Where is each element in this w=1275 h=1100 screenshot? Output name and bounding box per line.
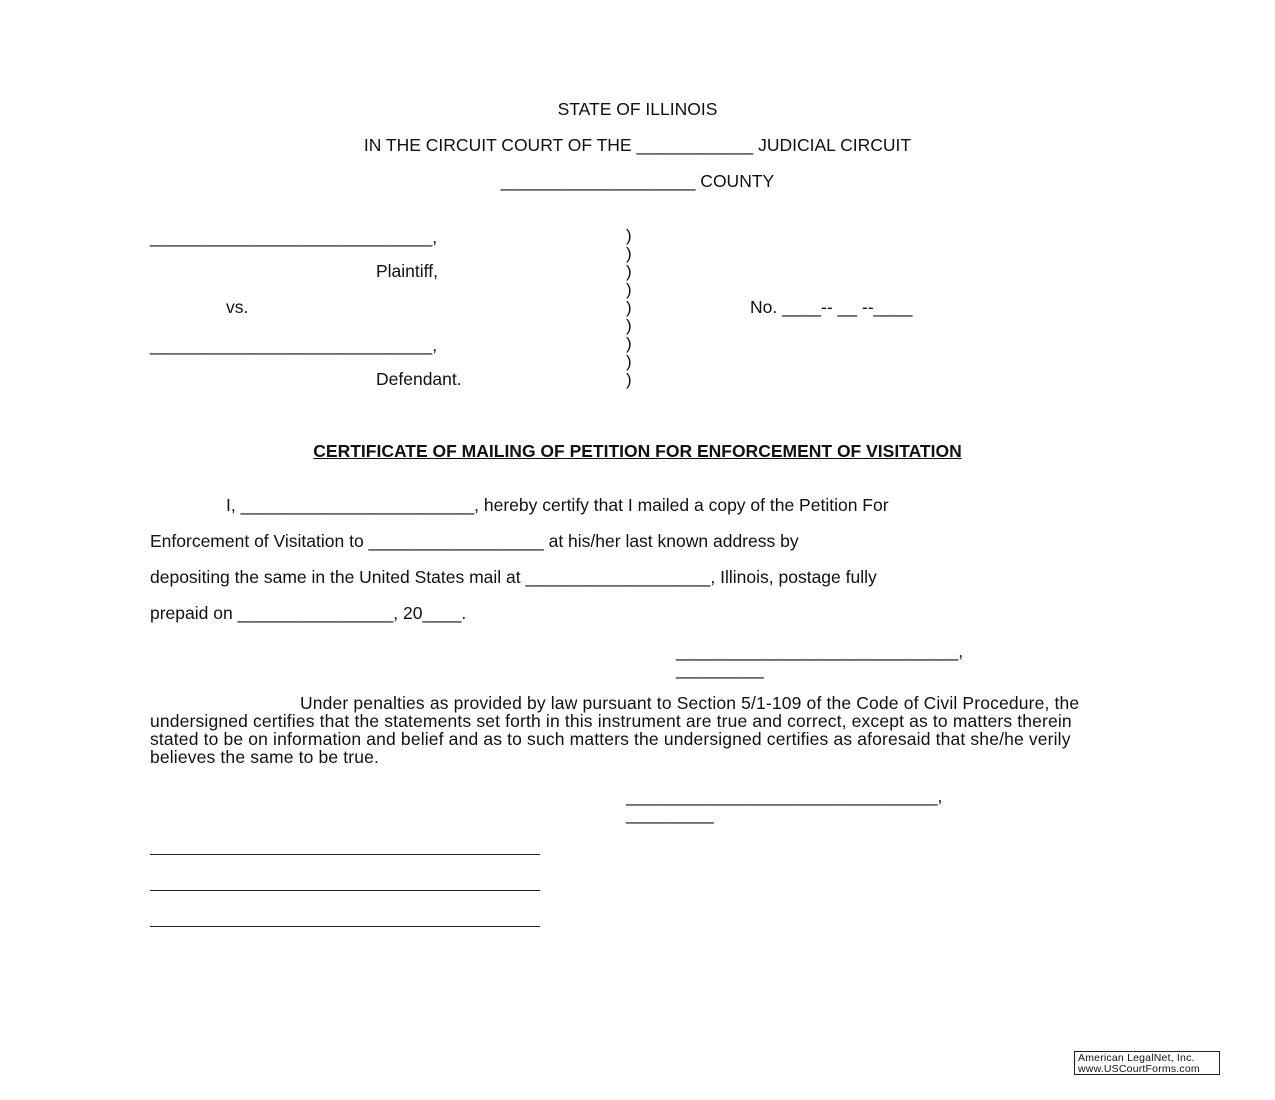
defendant-name-blank[interactable]: _____________________________,: [150, 335, 438, 355]
plaintiff-name-blank[interactable]: _____________________________,: [150, 227, 438, 247]
address-line-1[interactable]: [150, 854, 540, 855]
publisher-url[interactable]: www.USCourtForms.com: [1078, 1063, 1200, 1075]
county-heading: ____________________ COUNTY: [500, 171, 775, 191]
caption-paren: ): [626, 226, 632, 245]
circuit-court-heading: IN THE CIRCUIT COURT OF THE ____________ JUDICIAL CIRCUIT: [363, 135, 912, 155]
signature-line-1[interactable]: _____________________________,: [676, 641, 964, 661]
caption-paren: ): [626, 370, 632, 389]
case-number-field[interactable]: No. ____-- __ --____: [750, 297, 913, 317]
caption-divider: [626, 227, 640, 389]
caption-paren: ): [626, 244, 632, 263]
signature-sub-line-1[interactable]: _________: [676, 659, 764, 679]
verification-text: Under penalties as provided by law pursuant to Section 5/1-109 of the Code of Civil Procedure, the undersigned certifies that the statements set forth in this instrument are true and correct, except as to matters therein stated to be on information and belief and as to such matters the undersigned certifies as aforesaid that she/he verily believes the same to be true.: [150, 693, 1080, 767]
caption-paren: ): [626, 280, 632, 299]
caption-paren: ): [626, 262, 632, 281]
signature-sub-line-2[interactable]: _________: [626, 804, 714, 824]
caption-paren: ): [626, 316, 632, 335]
certificate-line-2: Enforcement of Visitation to __________________ at his/her last known address by: [150, 531, 799, 551]
certificate-line-4: prepaid on ________________, 20____.: [150, 603, 467, 623]
state-heading: STATE OF ILLINOIS: [557, 99, 718, 119]
publisher-name: American LegalNet, Inc.: [1078, 1052, 1195, 1064]
publisher-footer: [1074, 1051, 1220, 1075]
certificate-line-3: depositing the same in the United States mail at ___________________, Illinois, postage fully: [150, 567, 877, 587]
address-line-2[interactable]: [150, 890, 540, 891]
address-line-3[interactable]: [150, 926, 540, 927]
certificate-line-1: I, ________________________, hereby certify that I mailed a copy of the Petition For: [226, 495, 889, 515]
caption-paren: ): [626, 298, 632, 317]
plaintiff-label: Plaintiff,: [376, 261, 438, 281]
caption-paren: ): [626, 352, 632, 371]
caption-paren: ): [626, 334, 632, 353]
defendant-label: Defendant.: [376, 369, 462, 389]
document-title: CERTIFICATE OF MAILING OF PETITION FOR ENFORCEMENT OF VISITATION: [313, 441, 962, 461]
verification-paragraph: [150, 694, 1115, 766]
signature-line-2[interactable]: ________________________________,: [626, 786, 943, 806]
vs-label: vs.: [226, 297, 249, 317]
